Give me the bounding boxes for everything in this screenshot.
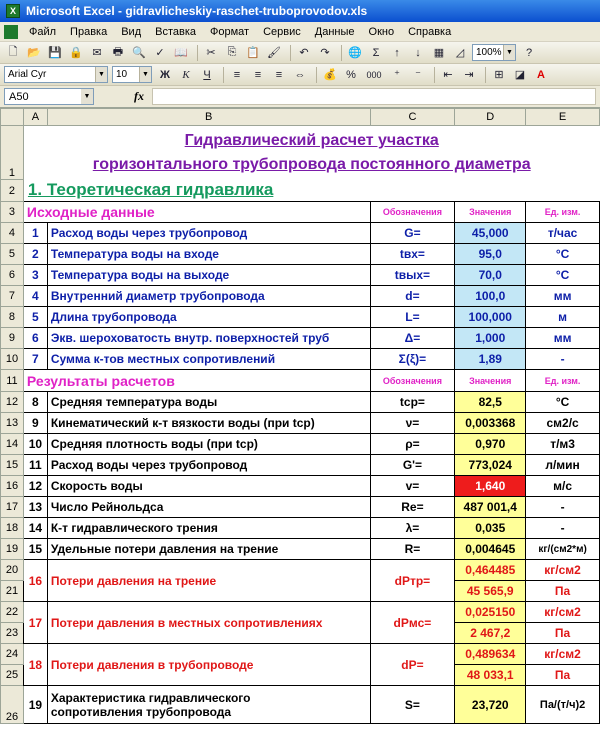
input-row [1,349,600,370]
row-header[interactable]: 24 [1,644,24,665]
decrease-indent-icon[interactable]: ⇤ [443,69,453,81]
autosum-icon[interactable]: Σ [372,46,380,59]
toolbar-separator [485,67,486,83]
item-unit[interactable]: Па/(т/ч)2 [526,686,600,724]
col-header-unit[interactable]: Ед. изм. [526,202,600,223]
zoom-select[interactable] [472,44,516,61]
item-number[interactable]: 10 [23,434,47,455]
input-value-cell[interactable]: 100,0 [455,286,526,307]
row-header[interactable]: 12 [1,392,24,413]
item-label-line1: Характеристика гидравлического [50,690,251,705]
item-number[interactable]: 8 [23,392,47,413]
input-row [1,307,600,328]
item-number[interactable]: 13 [23,497,47,518]
font-color-icon[interactable]: A [537,68,545,81]
menu-insert[interactable]: Вставка [155,25,197,38]
align-right-icon[interactable]: ≡ [275,68,283,81]
result-value-cell[interactable]: 82,5 [455,392,526,413]
fill-color-icon[interactable]: ◪ [514,69,526,81]
velocity-alert-cell[interactable]: 1,640 [455,476,526,497]
col-header-value[interactable]: Значения [455,202,526,223]
row-header[interactable]: 1 [1,126,24,180]
item-label[interactable] [47,686,370,724]
toolbar-separator [223,67,224,83]
item-symbol[interactable]: λ= [370,518,455,539]
result-row [1,539,600,560]
menu-window[interactable]: Окно [368,25,395,38]
toolbar-separator [434,67,435,83]
item-symbol[interactable]: G= [370,223,455,244]
bold-button[interactable]: Ж [160,68,170,81]
row-header[interactable]: 25 [1,665,24,686]
row-header[interactable]: 14 [1,434,24,455]
drawing-icon[interactable]: ◿ [455,47,465,59]
chevron-down-icon: ▼ [81,89,93,104]
column-header-b[interactable]: B [47,109,370,126]
item-symbol[interactable]: dPмс= [370,602,455,644]
input-value-cell[interactable]: 70,0 [455,265,526,286]
sheet-title-line1: Гидравлический расчет участка [184,131,439,149]
name-box-value: A50 [9,90,29,103]
input-value-cell[interactable]: 1,000 [455,328,526,349]
result-row [1,497,600,518]
item-unit[interactable]: Па [526,623,600,644]
result-value-cell[interactable]: 45 565,9 [455,581,526,602]
increase-indent-icon[interactable]: ⇥ [464,69,474,81]
result-value-cell[interactable]: 2 467,2 [455,623,526,644]
increase-decimal-icon[interactable]: ⁺ [394,69,400,81]
row-header[interactable]: 6 [1,265,24,286]
row-header[interactable]: 21 [1,581,24,602]
item-unit[interactable]: кг/см2 [526,644,600,665]
align-center-icon[interactable]: ≡ [254,68,262,81]
item-label-line2: сопротивления трубопровода [50,704,232,719]
email-icon[interactable]: ✉ [92,47,102,59]
print-icon[interactable]: 🖶 [112,46,124,58]
thousands-separator-button[interactable]: 000 [366,69,382,80]
item-unit[interactable]: - [526,349,600,370]
item-number[interactable]: 2 [23,244,47,265]
menu-format[interactable]: Формат [210,25,250,38]
col-header-symbol[interactable]: Обозначения [370,370,455,392]
new-document-icon[interactable]: 🗋 [8,46,18,58]
row-header[interactable]: 10 [1,349,24,370]
menu-help[interactable]: Справка [408,25,452,38]
item-label[interactable]: Удельные потери давления на трение [47,539,370,560]
zoom-value: 100% [476,47,502,58]
item-unit[interactable]: °С [526,265,600,286]
item-symbol[interactable]: tср= [370,392,455,413]
result-row [1,455,600,476]
align-left-icon[interactable]: ≡ [233,68,241,81]
item-number[interactable]: 16 [23,560,47,602]
item-unit[interactable]: кг/см2 [526,560,600,581]
print-preview-icon[interactable]: 🔍 [132,47,146,59]
row-header[interactable]: 19 [1,539,24,560]
copy-icon[interactable]: ⎘ [227,46,237,58]
name-box[interactable] [4,88,94,105]
row-header[interactable]: 16 [1,476,24,497]
item-number[interactable]: 18 [23,644,47,686]
percent-button[interactable]: % [346,68,356,81]
item-label[interactable]: Потери давления в трубопроводе [47,644,370,686]
result-row [1,392,600,413]
item-label[interactable]: Сумма к-тов местных сопротивлений [47,349,370,370]
undo-icon[interactable]: ↶ [299,47,309,59]
row-header[interactable]: 4 [1,223,24,244]
borders-icon[interactable]: ⊞ [494,69,504,81]
column-header-a[interactable]: A [23,109,47,126]
input-row [1,223,600,244]
item-symbol[interactable]: Δ= [370,328,455,349]
sort-descending-icon[interactable]: ↓ [415,46,421,59]
item-symbol[interactable]: v= [370,476,455,497]
item-unit[interactable]: Па [526,581,600,602]
result-value-cell[interactable]: 0,970 [455,434,526,455]
row-header[interactable]: 5 [1,244,24,265]
input-value-cell[interactable]: 100,000 [455,307,526,328]
result-value-cell[interactable]: 773,024 [455,455,526,476]
result-row [1,686,600,724]
row-header[interactable]: 22 [1,602,24,623]
column-header-d[interactable]: D [455,109,526,126]
item-number[interactable]: 9 [23,413,47,434]
item-unit[interactable]: кг/(см2*м) [526,539,600,560]
result-value-cell[interactable]: 0,489634 [455,644,526,665]
chevron-down-icon: ▼ [503,45,515,60]
item-symbol[interactable]: R= [370,539,455,560]
row-header[interactable]: 18 [1,518,24,539]
toolbar-separator [197,45,198,61]
chevron-down-icon: ▼ [139,67,151,82]
font-size-select[interactable] [112,66,152,83]
currency-icon[interactable]: 💰 [323,69,337,81]
row-header[interactable]: 3 [1,202,24,223]
item-number[interactable]: 17 [23,602,47,644]
open-folder-icon[interactable]: 📂 [27,47,41,59]
menu-tools[interactable]: Сервис [263,25,301,38]
item-number[interactable]: 7 [23,349,47,370]
item-symbol[interactable]: tвх= [370,244,455,265]
sort-ascending-icon[interactable]: ↑ [394,46,400,59]
item-symbol[interactable]: ρ= [370,434,455,455]
sheet-title-line2: горизонтального трубопровода постоянного диаметра [92,155,531,173]
item-unit[interactable]: - [526,518,600,539]
menu-view[interactable]: Вид [121,25,142,38]
item-symbol[interactable]: L= [370,307,455,328]
window-title: Microsoft Excel - gidravlicheskiy-raschet-truboprovodov.xls [26,4,368,18]
input-value-cell[interactable]: 45,000 [455,223,526,244]
result-row [1,518,600,539]
item-unit[interactable]: т/м3 [526,434,600,455]
result-value-cell[interactable]: 0,004645 [455,539,526,560]
item-unit[interactable]: т/час [526,223,600,244]
item-label[interactable]: Экв. шероховатость внутр. поверхностей труб [47,328,370,349]
item-symbol[interactable]: G'= [370,455,455,476]
item-number[interactable]: 1 [23,223,47,244]
underline-button[interactable]: Ч [203,68,211,81]
item-unit[interactable]: мм [526,328,600,349]
item-unit[interactable]: °С [526,244,600,265]
item-unit[interactable]: - [526,497,600,518]
formula-input[interactable] [152,88,596,105]
item-label[interactable]: Температура воды на выходе [47,265,370,286]
format-painter-icon[interactable]: 🖌 [267,47,281,59]
result-value-cell[interactable]: 0,003368 [455,413,526,434]
item-unit[interactable]: м [526,307,600,328]
save-icon[interactable]: 💾 [48,47,62,59]
item-unit[interactable]: см2/с [526,413,600,434]
input-row [1,265,600,286]
item-symbol[interactable]: dPтр= [370,560,455,602]
input-row [1,286,600,307]
spreadsheet-grid[interactable] [0,108,600,734]
excel-app-icon: X [6,4,20,18]
col-header-value[interactable]: Значения [455,370,526,392]
item-label[interactable]: Средняя плотность воды (при tср) [47,434,370,455]
toolbar-separator [290,45,291,61]
row-header[interactable]: 8 [1,307,24,328]
results-header[interactable]: Результаты расчетов [23,370,370,392]
help-icon[interactable]: ? [525,46,533,59]
row-header[interactable]: 2 [1,180,24,202]
section-title[interactable]: 1. Теоретическая гидравлика [27,180,274,200]
result-value-cell[interactable]: 487 001,4 [455,497,526,518]
loss-row [1,602,600,623]
result-value-cell[interactable]: 23,720 [455,686,526,724]
merge-center-icon[interactable]: ⇔ [294,68,306,81]
item-label[interactable]: Расход воды через трубопровод [47,455,370,476]
row-header[interactable]: 17 [1,497,24,518]
item-label[interactable]: К-т гидравлического трения [47,518,370,539]
item-symbol[interactable]: tвых= [370,265,455,286]
research-icon[interactable]: 📖 [174,47,188,59]
item-number[interactable]: 11 [23,455,47,476]
inputs-header[interactable]: Исходные данные [23,202,370,223]
result-value-cell[interactable]: 48 033,1 [455,665,526,686]
worksheet-table [0,108,600,724]
row-header[interactable]: 15 [1,455,24,476]
item-symbol[interactable]: ν= [370,413,455,434]
item-label[interactable]: Скорость воды [47,476,370,497]
insert-function-button[interactable]: fx [134,89,144,103]
item-symbol[interactable]: dP= [370,644,455,686]
item-label[interactable]: Кинематический к-т вязкости воды (при tср) [47,413,370,434]
item-unit[interactable]: кг/см2 [526,602,600,623]
menu-bar [0,22,600,42]
col-header-symbol[interactable]: Обозначения [370,202,455,223]
row-header[interactable]: 7 [1,286,24,307]
result-row [1,434,600,455]
column-header-c[interactable]: C [370,109,455,126]
row-header[interactable]: 26 [1,686,24,724]
menu-data[interactable]: Данные [314,25,355,38]
row-header[interactable]: 9 [1,328,24,349]
item-number[interactable]: 5 [23,307,47,328]
col-header-unit[interactable]: Ед. изм. [526,370,600,392]
toolbar-separator [341,45,342,61]
loss-row [1,644,600,665]
item-unit[interactable]: мм [526,286,600,307]
item-number[interactable]: 15 [23,539,47,560]
excel-menu-icon[interactable] [4,25,18,39]
row-header[interactable]: 20 [1,560,24,581]
item-number[interactable]: 3 [23,265,47,286]
chevron-down-icon: ▼ [95,67,107,82]
window-titlebar [0,0,600,22]
result-row [1,413,600,434]
input-row [1,244,600,265]
cut-icon[interactable]: ✂ [206,47,216,59]
item-label[interactable]: Температура воды на входе [47,244,370,265]
chart-wizard-icon[interactable]: ▦ [433,47,445,59]
item-symbol[interactable]: Re= [370,497,455,518]
font-name-select[interactable] [4,66,108,83]
item-number[interactable]: 6 [23,328,47,349]
item-unit[interactable]: Па [526,665,600,686]
row-header[interactable]: 23 [1,623,24,644]
item-number[interactable]: 4 [23,286,47,307]
decrease-decimal-icon[interactable]: ⁻ [415,69,421,81]
hyperlink-icon[interactable]: 🌐 [348,47,362,59]
item-label[interactable]: Средняя температура воды [47,392,370,413]
column-header-e[interactable]: E [526,109,600,126]
paste-icon[interactable]: 📋 [246,47,260,59]
item-symbol[interactable]: d= [370,286,455,307]
item-unit[interactable]: °С [526,392,600,413]
item-label[interactable]: Расход воды через трубопровод [47,223,370,244]
item-label[interactable]: Потери давления на трение [47,560,370,602]
item-label[interactable]: Длина трубопровода [47,307,370,328]
item-number[interactable]: 19 [23,686,47,724]
select-all-corner[interactable] [1,109,24,126]
input-value-cell[interactable]: 95,0 [455,244,526,265]
italic-button[interactable]: К [182,68,190,81]
font-name-value: Arial Cyr [8,69,47,80]
row-header[interactable]: 11 [1,370,24,392]
item-label[interactable]: Внутренний диаметр трубопровода [47,286,370,307]
result-value-cell[interactable]: 0,464485 [455,560,526,581]
standard-toolbar [0,42,600,64]
spelling-icon[interactable]: ✓ [155,47,165,59]
result-value-cell[interactable]: 0,025150 [455,602,526,623]
sheet-title[interactable] [23,126,599,180]
formula-bar [0,86,600,108]
item-number[interactable]: 12 [23,476,47,497]
font-size-value: 10 [116,69,128,80]
item-number[interactable]: 14 [23,518,47,539]
result-value-cell[interactable]: 0,035 [455,518,526,539]
row-header[interactable]: 13 [1,413,24,434]
item-unit[interactable]: л/мин [526,455,600,476]
result-row [1,476,600,497]
loss-row [1,560,600,581]
item-unit[interactable]: м/с [526,476,600,497]
item-symbol[interactable]: S= [370,686,455,724]
permission-icon[interactable]: 🔒 [69,47,83,59]
menu-edit[interactable]: Правка [70,25,108,38]
item-label[interactable]: Потери давления в местных сопротивлениях [47,602,370,644]
item-symbol[interactable]: Σ(ξ)= [370,349,455,370]
input-value-cell[interactable]: 1,89 [455,349,526,370]
menu-file[interactable]: Файл [29,25,57,38]
redo-icon[interactable]: ↷ [320,47,330,59]
toolbar-separator [316,67,317,83]
formatting-toolbar [0,64,600,86]
item-label[interactable]: Число Рейнольдса [47,497,370,518]
input-row [1,328,600,349]
